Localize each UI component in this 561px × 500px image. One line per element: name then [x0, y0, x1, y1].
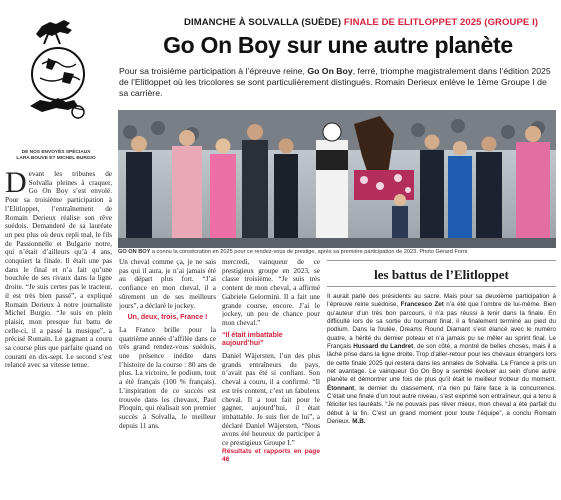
kicker: [184, 17, 538, 28]
sidebar-bold-name: Hussard du Landret: [353, 343, 414, 351]
article-column-2: [119, 258, 216, 498]
sidebar-body: [327, 287, 556, 427]
results-reference: Résultats et rapports en page 46: [222, 447, 320, 464]
sidebar-box: [327, 260, 556, 498]
column-2-paragraph-2: La France brille pour la quatrième année d’affilée dans ce très grand rendez-vous suédois, une présence inédite dans l’histoire de la course : 80 ans de plus. La victoire, le podium, tout a été français (100 % français). L’inspiration de ce succès est trouvée dans les chevaux, Paul Ploquin, qui réalisait son premier succès à Solvalla, le meilleur depuis 11 ans.: [119, 325, 216, 430]
byline: [6, 150, 106, 162]
headline: Go On Boy sur une autre planète: [163, 32, 513, 58]
column-2-subhead: Un, deux, trois, France !: [127, 314, 208, 322]
kicker-location: DIMANCHE À SOLVALLA (SUÈDE): [184, 17, 342, 28]
column-3-paragraph-2: Daniel Wäjersten, l’un des plus grands entraîneurs du pays, n’avait pas été si confiant. Son cheval a couru, il a confirmé. “Il est très content, c’est un fabuleux cheval. Il a tout fait pour le gagner, aujourd’hui, il était imbattable. Je suis fier de lui”, a déclaré Daniel Wäjersten, “Nous avons été heureux de participer à ce prestigieux Groupe I.”: [222, 352, 320, 448]
horse-name-bold: Go On Boy: [307, 66, 353, 76]
sidebar-signature: M.B.: [352, 418, 366, 426]
celebration-photo-illustration: [118, 110, 556, 248]
sidebar-bold-name: Francesco Zet: [400, 301, 444, 309]
sidebar-bold-name: Étonnant: [327, 384, 355, 392]
horse-racing-logo-icon: [12, 14, 104, 122]
caption-name: GO ON BOY: [118, 249, 151, 255]
caption-text: a connu la consécration en 2025 pour ce rendez-vous de prestige, après sa première participation de 2023. Photo Gérard Forni: [151, 249, 468, 255]
column-3-subhead: “Il était imbattable aujourd’hui”: [222, 331, 283, 348]
column-1-text: evant les tribunes de Solvalla pleines à craquer, Go On Boy s’est envolé. Pour sa troisième participation à l’Elitloppet, l’entraînement de Romain Derieux réalise son rêve suédois. Demanderé de sa lauréate un peu plus où deux repli mal, le fils de Passionnelle et Bulgarie notre, qui n’était d’ailleurs qu’à 4 ans, conquiert la finale. Il était une pas dans le final et n’a fait qu’une bouchée de ses rivaux dans la ligne droite. “Je suis certes pas le tracteur, il est très bien passé”, a expliqué Romain Derieux à notre journaliste Michel Burgio. “Je suis en plein plaisir, mon presque fut battu de celle-ci, il a passé la musique”, a précisé Romain. Le gagnant a couru sa course plus que parfaite quand on courant en dix-sept. Le second s’est relancé avec sa vitesse tenue.: [5, 170, 112, 370]
lead-paragraph: Pour sa troisième participation à l’épreuve reine, Go On Boy, ferré, triomphe magistralement dans l’édition 2025 de l’Elitloppet où les tricolores se sont particulièrement distingués. Romain Derieux enlève le 1ème Groupe I de sa carrière.: [119, 66, 551, 98]
kicker-event: FINALE DE ELITLOPPET 2025 (GROUPE I): [343, 17, 539, 28]
sidebar-text: Il aurait parlé des présidents au sacre. Mais pour sa deuxième participation à l’épreuve reine suédoise, Francesco Zet n’a été que l’ombre de lui-même. Bien qu’auteur d’un très bon parcours, il n’a pas réussi à tenir dans la finale. En difficulté lors de sa sortie du tournant final, il a finalement terminé au pied du podium. Dans la foulée, Dreams Round Diamant s’est élancé avec le numéro quatre, a hérité du dernier poteau et n’a jamais pu se mêler au sprint final. Le Français Hussard du Landret, de son côté, a montré de belles choses, mais il a lâché prise dans la ligne droite. Trop d’aller-retour pour les chevaux étrangers lors de cette finale 2025 qui restera dans les annales de Solvalla. La France a pris un net avantage. Le vainqueur Go On Boy a semblé évoluer au sein d’une autre planète et démontrer une fois de plus qu’il était le meilleur trotteur du moment. Étonnant, le dernier du classement, n’a rien pu faire face à la concurrence. C’était une finale d’un tout autre niveau, s’est exprimé son entraîneur, qui a tenu à féliciter les lauréats. “Je ne pouvais pas rêver mieux, mon cheval a été parfait du début à la fin. C’est un grand moment pour toute l’équipe”, a conclu Romain Derieux.: [327, 293, 556, 426]
column-3-paragraph-1: mercredi, vainqueur de ce prestigieux groupe en 2023, se classe troisième. “Je suis très content de mon cheval, a affirmé Gabriele Gelormini. Il a fait une grande course, encore. J’ai le jockey, un peu de chance pour mon cheval.”: [222, 258, 320, 327]
article-column-3: [222, 258, 320, 498]
column-2-paragraph-1: Un cheval comme ça, je ne sais pas qui il aura, je n’ai jamais été au départ plus fort. “J’ai confiance en mon cheval, il a sûrement un de ses meilleurs jours”, a déclaré le jockey.: [119, 258, 216, 310]
publication-logo: [12, 14, 104, 122]
byline-text: DE NOS ENVOYÉS SPÉCIAUX LARA BOUVE ET MICHEL BURGIO: [16, 150, 96, 161]
sidebar-title: les battus de l’Elitloppet: [327, 261, 556, 287]
article-column-1: [5, 170, 112, 498]
drop-cap: D: [5, 170, 27, 199]
photo-caption: [118, 249, 556, 256]
podium-photo: [118, 110, 556, 248]
